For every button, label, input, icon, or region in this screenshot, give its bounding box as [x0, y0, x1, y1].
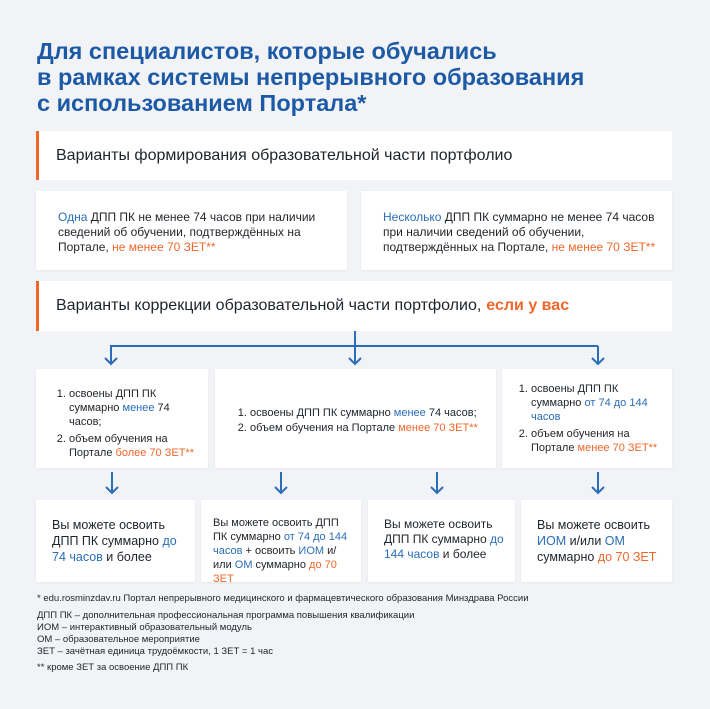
page-title — [37, 38, 657, 116]
title-line-1: Для специалистов, которые обучались — [37, 38, 497, 64]
option-card-several — [361, 191, 672, 270]
section-formation-heading — [36, 131, 672, 180]
option-one-highlight: не менее 70 ЗЕТ** — [112, 240, 216, 254]
result-card-1 — [36, 500, 195, 582]
condition-1-item-2: 2. объем обучения на Портале более 70 ЗЕТ** — [69, 432, 198, 460]
title-line-2: в рамках системы непрерывного образования — [37, 64, 585, 90]
option-one-word: Одна — [58, 210, 88, 224]
condition-3-item-1: 1. освоены ДПП ПК суммарно от 74 до 144 часов — [531, 382, 662, 424]
arrow-head-cond-1 — [105, 358, 117, 364]
result-card-3 — [368, 500, 515, 582]
result-1-text: Вы можете освоить ДПП ПК суммарно до 74 часов и более — [52, 518, 177, 564]
option-several-word: Несколько — [383, 210, 442, 224]
condition-2-item-2: 2. объем обучения на Портале менее 70 ЗЕТ** — [250, 421, 486, 435]
result-card-4 — [521, 500, 672, 582]
condition-3-list — [516, 382, 662, 455]
footnote-zet: ЗЕТ – зачётная единица трудоёмкости, 1 ЗЕТ = 1 час — [37, 646, 273, 657]
arrow-head-result-4 — [592, 487, 604, 493]
condition-card-1 — [36, 369, 208, 468]
section-correction-heading — [36, 281, 672, 331]
arrow-head-result-2 — [275, 487, 287, 493]
option-card-one — [36, 191, 347, 270]
result-2-text: Вы можете освоить ДПП ПК суммарно от 74 до 144 часов + освоить ИОМ и/или ОМ суммарно до 70 ЗЕТ — [213, 517, 348, 585]
footnote-dpp-pk: ДПП ПК – дополнительная профессиональная программа повышения квалификации — [37, 610, 415, 621]
footnote-om: ОМ – образовательное мероприятие — [37, 634, 200, 645]
title-line-3: с использованием Портала* — [37, 90, 367, 116]
result-card-2 — [201, 500, 361, 585]
section-correction-heading-text: Варианты коррекции образовательной части портфолио, — [56, 297, 482, 314]
option-one-body: ДПП ПК не менее 74 часов при наличии сведений об обучении, подтверждённых на Портале, — [58, 210, 316, 254]
condition-3-item-2: 2. объем обучения на Портале менее 70 ЗЕТ** — [531, 427, 662, 455]
arrow-head-cond-3 — [592, 358, 604, 364]
section-formation-heading-text: Варианты формирования образовательной части портфолио — [56, 146, 513, 164]
condition-card-2 — [215, 369, 496, 468]
result-3-text: Вы можете освоить ДПП ПК суммарно до 144 часов и более — [384, 517, 504, 561]
section-correction-heading-accent: если у вас — [486, 297, 570, 314]
option-several-body: ДПП ПК суммарно не менее 74 часов при наличии сведений об обучении, подтверждённых на Портале, — [383, 210, 655, 254]
footnote-portal: * edu.rosminzdav.ru Портал непрерывного медицинского и фармацевтического образования Минздрава России — [37, 593, 529, 604]
arrow-head-result-3 — [431, 487, 443, 493]
condition-2-item-1: 1. освоены ДПП ПК суммарно менее 74 часов; — [250, 406, 486, 420]
condition-card-3 — [502, 369, 672, 468]
result-4-text: Вы можете освоить ИОМ и/или ОМ суммарно до 70 ЗЕТ — [537, 518, 657, 564]
condition-1-item-1: 1. освоены ДПП ПК суммарно менее 74 часов; — [69, 387, 198, 429]
arrow-head-result-1 — [106, 487, 118, 493]
option-one-text — [58, 210, 327, 255]
option-several-text — [383, 210, 658, 255]
footnote-iom: ИОМ – интерактивный образовательный модуль — [37, 622, 252, 633]
option-several-highlight: не менее 70 ЗЕТ** — [551, 240, 656, 254]
footnote-except-zet: ** кроме ЗЕТ за освоение ДПП ПК — [37, 662, 189, 673]
condition-2-list — [235, 406, 486, 435]
arrow-head-cond-2 — [349, 358, 361, 364]
condition-1-list — [54, 387, 198, 460]
